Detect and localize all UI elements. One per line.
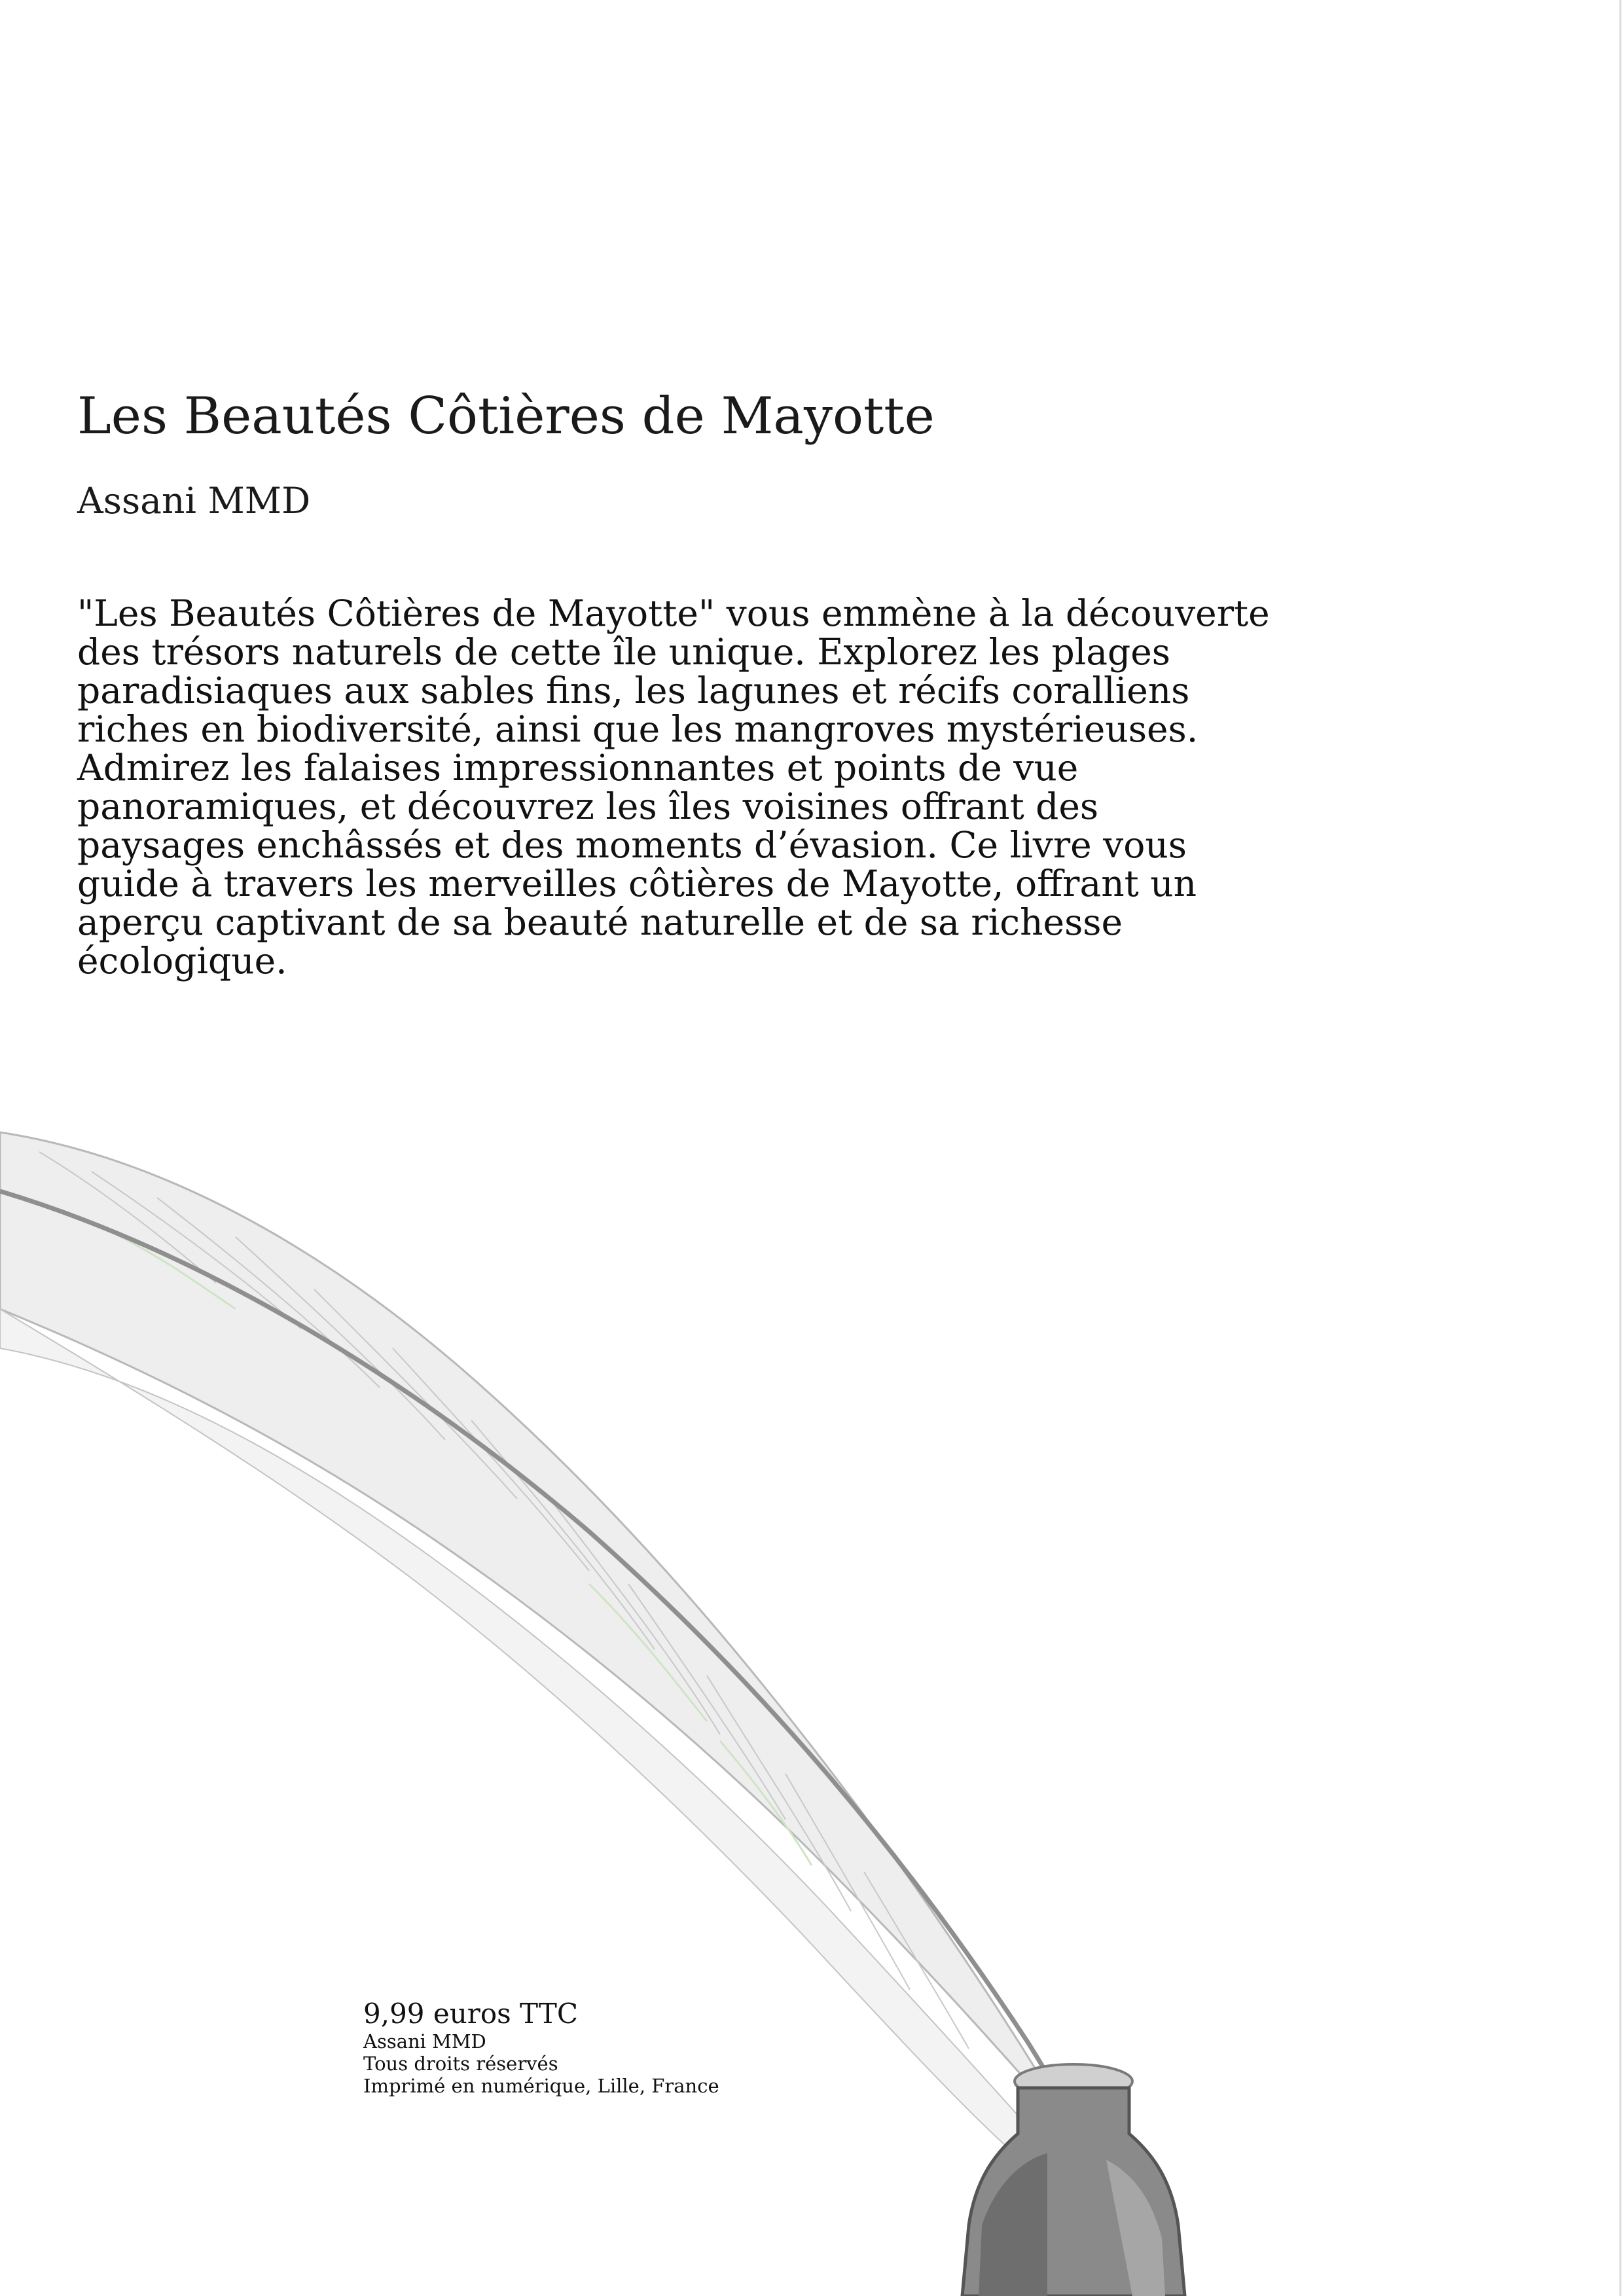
book-title: Les Beautés Côtières de Mayotte: [77, 387, 935, 446]
price-label: 9,99 euros TTC: [363, 1998, 578, 2030]
imprint-rights: Tous droits réservés: [363, 2053, 558, 2075]
page-edge-divider: [1619, 0, 1621, 2296]
book-author: Assani MMD: [77, 480, 311, 522]
book-summary: "Les Beautés Côtières de Mayotte" vous emmène à la découverte des trésors naturels de cette île unique. Explorez les plages paradisiaques aux sables fins, les lagunes et récifs coralliens riches en biodiversité, ainsi que les mangroves mystérieuses. Admirez les falaises impressionnantes et points de vue panoramiques, et découvrez les îles voisines offrant des paysages enchâssés et des moments d’évasion. Ce livre vous guide à travers les merveilles côtières de Mayotte, offrant un aperçu captivant de sa beauté naturelle et de sa richesse écologique.: [77, 592, 1270, 982]
imprint-author: Assani MMD: [363, 2030, 486, 2053]
feather-quill-and-inkwell-icon: [0, 1113, 1244, 2296]
imprint-printed: Imprimé en numérique, Lille, France: [363, 2075, 719, 2097]
feather-vane: [0, 1132, 1047, 2088]
imprint-block: [363, 1998, 719, 2097]
